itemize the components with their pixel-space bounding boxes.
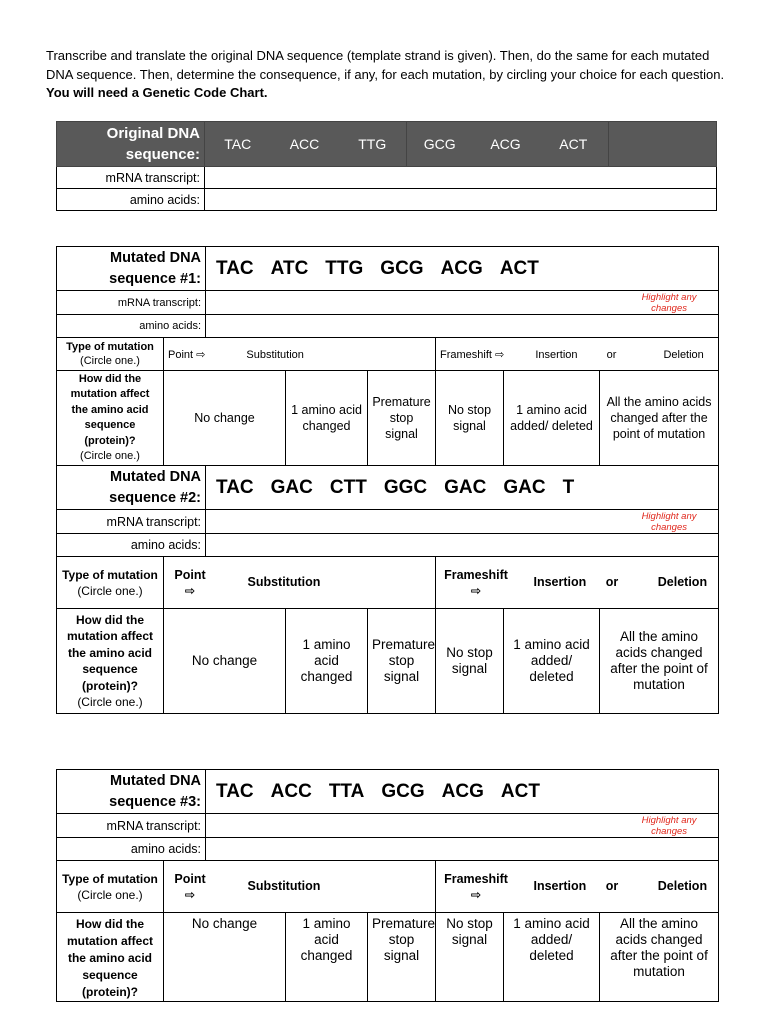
choice-premature-stop[interactable]: Premature stop signal <box>368 371 436 466</box>
amino-label: amino acids: <box>57 315 206 338</box>
choice-added-deleted[interactable]: 1 amino acid added/ deleted <box>504 913 600 1002</box>
codon: ACT <box>539 122 609 167</box>
mrna-label: mRNA transcript: <box>57 167 205 189</box>
mutation-3-table <box>56 769 719 1002</box>
choice-all-changed[interactable]: All the amino acids changed after the point of mutation <box>600 609 719 714</box>
type-of-mutation-label: Type of mutation (Circle one.) <box>57 338 164 371</box>
mrna-answer-field[interactable] <box>205 167 717 189</box>
mrna-answer-field[interactable] <box>206 510 719 534</box>
choice-premature-stop[interactable]: Premature stop signal <box>368 913 436 1002</box>
type-of-mutation-label: Type of mutation (Circle one.) <box>57 861 164 913</box>
mutation-1-label: Mutated DNA sequence #1: <box>57 247 206 291</box>
choice-added-deleted[interactable]: 1 amino acid added/ deleted <box>504 609 600 714</box>
choice-all-changed[interactable]: All the amino acids changed after the point of mutation <box>600 371 719 466</box>
choice-all-changed[interactable]: All the amino acids changed after the point of mutation <box>600 913 719 1002</box>
codon: TTG <box>339 122 407 167</box>
point-substitution-option[interactable]: Point ⇨ Substitution <box>164 557 436 609</box>
amino-label: amino acids: <box>57 534 206 557</box>
effect-question: How did the mutation affect the amino acid sequence (protein)? (Circle one.) <box>57 371 164 466</box>
choice-one-changed[interactable]: 1 amino acid changed <box>286 913 368 1002</box>
mutation-1-table <box>56 246 719 714</box>
choice-premature-stop[interactable]: Premature stop signal <box>368 609 436 714</box>
amino-label: amino acids: <box>57 838 206 861</box>
codon: ACG <box>473 122 539 167</box>
choice-no-change[interactable]: No change <box>164 609 286 714</box>
mutation-3-label: Mutated DNA sequence #3: <box>57 770 206 814</box>
original-label: Original DNA sequence: <box>57 122 205 167</box>
choice-no-change[interactable]: No change <box>164 913 286 1002</box>
choice-one-changed[interactable]: 1 amino acid changed <box>286 371 368 466</box>
frameshift-option[interactable]: Frameshift ⇨ Insertion or Deletion <box>436 338 719 371</box>
choice-no-stop[interactable]: No stop signal <box>436 609 504 714</box>
frameshift-option[interactable]: Frameshift ⇨ Insertion or Deletion <box>436 861 719 913</box>
amino-answer-field[interactable] <box>206 534 719 557</box>
codon: GCG <box>407 122 473 167</box>
mrna-label: mRNA transcript: <box>57 814 206 838</box>
mrna-label: mRNA transcript: <box>57 291 206 315</box>
mutation-2-label: Mutated DNA sequence #2: <box>57 466 206 510</box>
instructions <box>46 47 726 103</box>
instructions-bold: You will need a Genetic Code Chart. <box>46 85 268 100</box>
choice-added-deleted[interactable]: 1 amino acid added/ deleted <box>504 371 600 466</box>
choice-no-stop[interactable]: No stop signal <box>436 913 504 1002</box>
mutation-1-sequence: TAC ATC TTG GCG ACG ACT <box>206 247 719 291</box>
amino-answer-field[interactable] <box>206 315 719 338</box>
mutation-3-sequence: TAC ACC TTA GCG ACG ACT <box>206 770 719 814</box>
empty-cell <box>609 122 717 167</box>
highlight-note: Highlight any changes <box>641 510 697 533</box>
highlight-note: Highlight any changes <box>641 814 697 837</box>
frameshift-option[interactable]: Frameshift ⇨ Insertion or Deletion <box>436 557 719 609</box>
mutation-2-sequence: TAC GAC CTT GGC GAC GAC T <box>206 466 719 510</box>
effect-question: How did the mutation affect the amino acid sequence (protein)? (Circle one.) <box>57 609 164 714</box>
point-substitution-option[interactable]: Point ⇨ Substitution <box>164 338 436 371</box>
codon: TAC <box>205 122 271 167</box>
mrna-answer-field[interactable] <box>206 814 719 838</box>
amino-label: amino acids: <box>57 189 205 211</box>
amino-answer-field[interactable] <box>205 189 717 211</box>
choice-one-changed[interactable]: 1 amino acid changed <box>286 609 368 714</box>
amino-answer-field[interactable] <box>206 838 719 861</box>
type-of-mutation-label: Type of mutation (Circle one.) <box>57 557 164 609</box>
instructions-text: Transcribe and translate the original DNA sequence (template strand is given). Then, do the same for each mutated DNA sequence. Then, determine the consequence, if any, for each mutation, by circling your choice for each question. <box>46 48 725 82</box>
effect-question: How did the mutation affect the amino acid sequence (protein)? <box>57 913 164 1002</box>
mrna-answer-field[interactable] <box>206 291 719 315</box>
choice-no-change[interactable]: No change <box>164 371 286 466</box>
codon: ACC <box>271 122 339 167</box>
choice-no-stop[interactable]: No stop signal <box>436 371 504 466</box>
original-table <box>56 121 717 211</box>
mrna-label: mRNA transcript: <box>57 510 206 534</box>
point-substitution-option[interactable]: Point ⇨ Substitution <box>164 861 436 913</box>
highlight-note: Highlight any changes <box>641 291 697 314</box>
